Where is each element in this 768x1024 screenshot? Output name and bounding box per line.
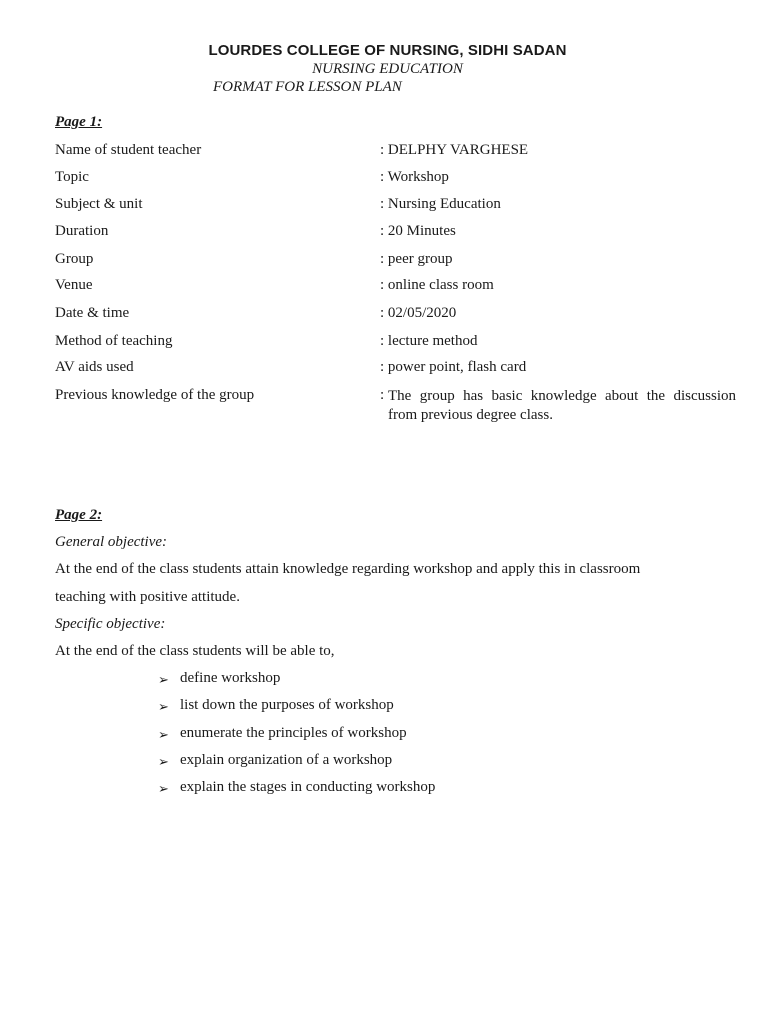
label-date-time: Date & time — [55, 305, 130, 321]
arrow-bullet-icon: ➢ — [158, 672, 169, 687]
value-student-teacher: : DELPHY VARGHESE — [380, 142, 529, 158]
objective-item: enumerate the principles of workshop — [180, 725, 407, 741]
label-previous-knowledge: Previous knowledge of the group — [55, 387, 255, 403]
specific-objective-heading: Specific objective: — [55, 616, 166, 632]
page1-label: Page 1: — [55, 114, 103, 130]
specific-objective-intro: At the end of the class students will be able to, — [55, 643, 335, 659]
page2-label: Page 2: — [55, 507, 103, 523]
objective-item: explain organization of a workshop — [180, 752, 393, 768]
general-objective-heading: General objective: — [55, 534, 168, 550]
label-topic: Topic — [55, 169, 89, 185]
label-method-teaching: Method of teaching — [55, 333, 173, 349]
college-name: LOURDES COLLEGE OF NURSING, SIDHI SADAN — [208, 42, 567, 59]
arrow-bullet-icon: ➢ — [158, 699, 169, 714]
value-date-time: : 02/05/2020 — [380, 305, 457, 321]
value-subject-unit: : Nursing Education — [380, 196, 501, 212]
arrow-bullet-icon: ➢ — [158, 781, 169, 796]
department-title: NURSING EDUCATION — [312, 61, 463, 77]
objective-item: list down the purposes of workshop — [180, 697, 394, 713]
value-venue: : online class room — [380, 277, 494, 293]
objective-item: explain the stages in conducting workshop — [180, 779, 436, 795]
value-group: : peer group — [380, 251, 453, 267]
colon-previous-knowledge: : — [380, 387, 385, 403]
value-method-teaching: : lecture method — [380, 333, 478, 349]
label-student-teacher: Name of student teacher — [55, 142, 202, 158]
objective-item: define workshop — [180, 670, 281, 686]
label-venue: Venue — [55, 277, 93, 293]
label-group: Group — [55, 251, 94, 267]
value-duration: : 20 Minutes — [380, 223, 456, 239]
document-title: FORMAT FOR LESSON PLAN — [213, 79, 402, 95]
label-av-aids: AV aids used — [55, 359, 134, 375]
label-subject-unit: Subject & unit — [55, 196, 143, 212]
value-topic: : Workshop — [380, 169, 449, 185]
value-av-aids: : power point, flash card — [380, 359, 527, 375]
arrow-bullet-icon: ➢ — [158, 727, 169, 742]
value-previous-knowledge: The group has basic knowledge about the discussion from previous degree class. — [388, 388, 736, 423]
label-duration: Duration — [55, 223, 109, 239]
general-objective-line2: teaching with positive attitude. — [55, 589, 240, 605]
arrow-bullet-icon: ➢ — [158, 754, 169, 769]
general-objective-line1: At the end of the class students attain knowledge regarding workshop and apply this in classroom — [55, 561, 641, 577]
